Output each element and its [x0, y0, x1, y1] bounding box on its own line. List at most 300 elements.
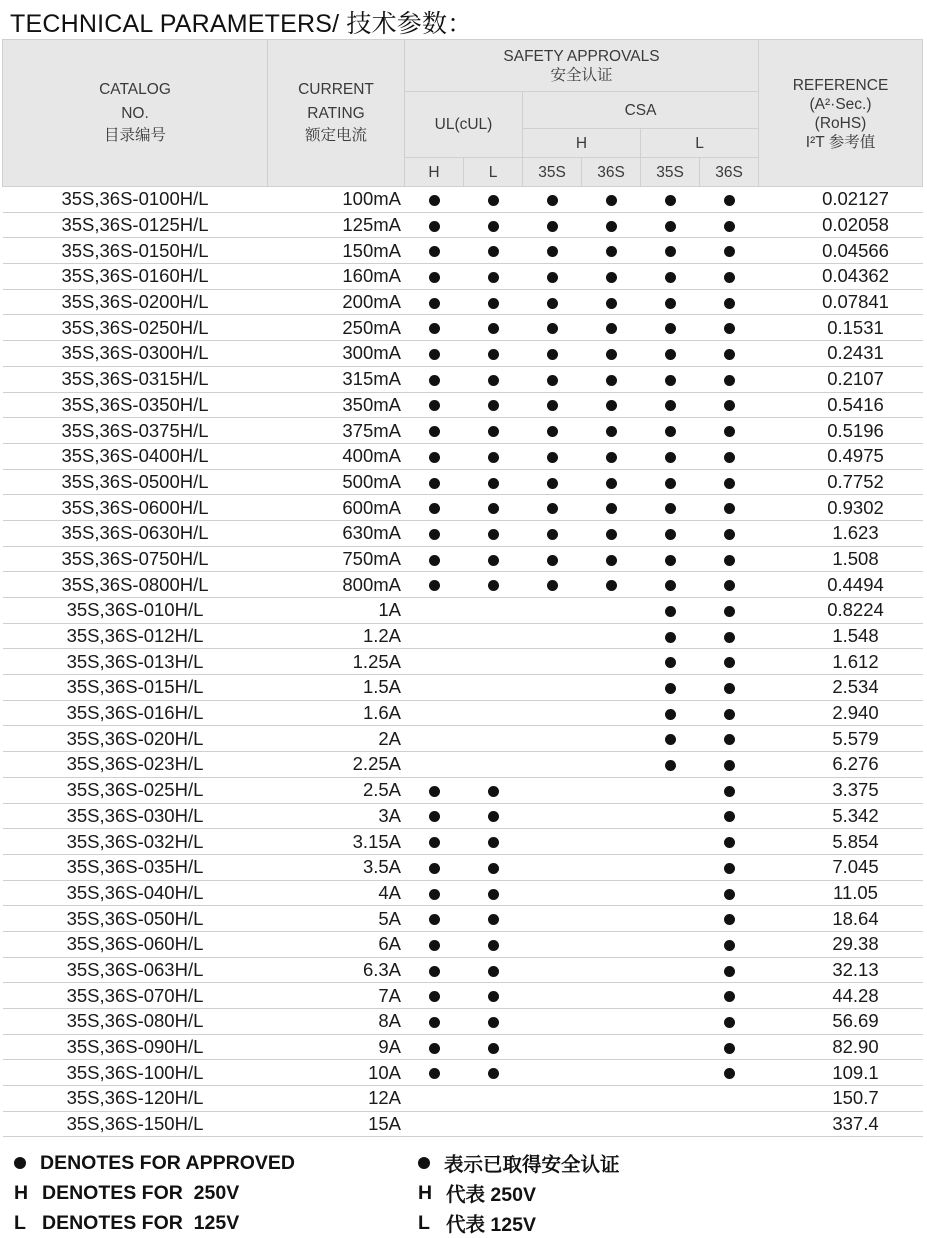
- approval-cell: [641, 238, 700, 264]
- approval-cell: [641, 341, 700, 367]
- approval-cell: [641, 957, 700, 983]
- csa-h-36s-header: 36S: [582, 158, 641, 187]
- current-cell: [268, 418, 405, 444]
- current-cell: [268, 366, 405, 392]
- approval-cell: [582, 341, 641, 367]
- approved-dot-icon: [429, 529, 440, 540]
- catalog-number: 35S,36S-150H/L: [66, 1113, 204, 1135]
- current-rating: 10A: [368, 1061, 401, 1083]
- table-row: [3, 289, 923, 315]
- approval-cell: [582, 752, 641, 778]
- current-rating: 15A: [368, 1113, 401, 1135]
- approved-dot-icon: [665, 195, 676, 206]
- catalog-number: 35S,36S-100H/L: [66, 1061, 204, 1083]
- approval-cell: [700, 546, 759, 572]
- current-cell: [268, 777, 405, 803]
- approved-dot-icon: [724, 580, 735, 591]
- approval-cell: [700, 392, 759, 418]
- approval-cell: [464, 212, 523, 238]
- reference-header: [759, 40, 923, 187]
- approval-cell: [641, 623, 700, 649]
- approval-cell: [700, 906, 759, 932]
- approved-dot-icon: [724, 709, 735, 720]
- approval-cell: [523, 906, 582, 932]
- table-row: [3, 212, 923, 238]
- approval-cell: [405, 803, 464, 829]
- approved-dot-icon: [665, 632, 676, 643]
- current-rating: 150mA: [342, 239, 401, 261]
- approval-cell: [582, 1086, 641, 1112]
- approval-cell: [700, 957, 759, 983]
- current-rating: 300mA: [342, 342, 401, 364]
- reference-value: 56.69: [759, 1009, 923, 1035]
- approval-cell: [405, 752, 464, 778]
- approval-cell: [523, 1060, 582, 1086]
- table-row: [3, 1060, 923, 1086]
- technical-parameters-table: [2, 39, 923, 1137]
- approved-dot-icon: [724, 1068, 735, 1079]
- approval-cell: [405, 880, 464, 906]
- current-cell: [268, 1009, 405, 1035]
- catalog-cell: [3, 1060, 268, 1086]
- approval-cell: [582, 880, 641, 906]
- catalog-cell: [3, 1034, 268, 1060]
- current-cell: [268, 752, 405, 778]
- approved-dot-icon: [429, 272, 440, 283]
- approval-cell: [464, 187, 523, 213]
- approval-cell: [523, 957, 582, 983]
- catalog-cell: [3, 906, 268, 932]
- reference-value: 0.1531: [759, 315, 923, 341]
- current-rating: 6.3A: [362, 958, 401, 980]
- approved-dot-icon: [429, 966, 440, 977]
- catalog-number: 35S,36S-040H/L: [66, 881, 204, 903]
- catalog-cell: [3, 700, 268, 726]
- approval-cell: [523, 392, 582, 418]
- approval-cell: [405, 829, 464, 855]
- reference-value: 0.04362: [759, 264, 923, 290]
- current-cell: [268, 854, 405, 880]
- approved-dot-icon: [547, 555, 558, 566]
- approval-cell: [464, 1111, 523, 1137]
- approval-cell: [464, 623, 523, 649]
- catalog-cell: [3, 392, 268, 418]
- approved-dot-icon: [547, 246, 558, 257]
- approval-cell: [405, 598, 464, 624]
- catalog-cell: [3, 854, 268, 880]
- ul-h-header: H: [405, 158, 464, 187]
- approval-cell: [464, 469, 523, 495]
- approved-dot-icon: [429, 889, 440, 900]
- approval-cell: [523, 598, 582, 624]
- approved-dot-icon: [547, 400, 558, 411]
- approved-dot-icon: [665, 478, 676, 489]
- catalog-cell: [3, 829, 268, 855]
- approved-dot-icon: [724, 195, 735, 206]
- approved-dot-icon: [665, 246, 676, 257]
- approval-cell: [405, 854, 464, 880]
- reference-value: 6.276: [759, 752, 923, 778]
- current-rating: 1.6A: [362, 702, 401, 724]
- reference-value: 18.64: [759, 906, 923, 932]
- catalog-cell: [3, 341, 268, 367]
- legend: [14, 1148, 620, 1238]
- approved-dot-icon: [665, 606, 676, 617]
- approved-dot-icon: [724, 375, 735, 386]
- table-row: [3, 957, 923, 983]
- catalog-number: 35S,36S-032H/L: [66, 830, 204, 852]
- approval-cell: [405, 957, 464, 983]
- approved-dot-icon: [606, 298, 617, 309]
- approval-cell: [641, 1060, 700, 1086]
- approval-cell: [641, 264, 700, 290]
- approved-dot-icon: [547, 426, 558, 437]
- approved-dot-icon: [724, 966, 735, 977]
- approval-cell: [582, 315, 641, 341]
- approved-dot-icon: [429, 375, 440, 386]
- approval-cell: [405, 726, 464, 752]
- approved-dot-icon: [724, 221, 735, 232]
- legend-approved-en: DENOTES FOR APPROVED: [40, 1151, 295, 1174]
- current-rating: 315mA: [342, 368, 401, 390]
- catalog-cell: [3, 1111, 268, 1137]
- approval-cell: [523, 829, 582, 855]
- approval-cell: [700, 1086, 759, 1112]
- approved-dot-icon: [665, 529, 676, 540]
- approval-cell: [523, 315, 582, 341]
- current-rating: 750mA: [342, 547, 401, 569]
- approval-cell: [523, 777, 582, 803]
- approval-cell: [405, 572, 464, 598]
- approval-cell: [641, 366, 700, 392]
- catalog-number: 35S,36S-025H/L: [66, 779, 204, 801]
- reference-value: 44.28: [759, 983, 923, 1009]
- approved-dot-icon: [724, 606, 735, 617]
- approved-dot-icon: [429, 1043, 440, 1054]
- approved-dot-icon: [547, 529, 558, 540]
- approval-cell: [641, 289, 700, 315]
- approval-cell: [405, 1060, 464, 1086]
- table-row: [3, 803, 923, 829]
- table-row: [3, 1086, 923, 1112]
- approved-dot-icon: [724, 400, 735, 411]
- approved-dot-icon: [488, 991, 499, 1002]
- csa-l-header: L: [641, 129, 759, 158]
- catalog-number: 35S,36S-0250H/L: [61, 316, 209, 338]
- catalog-cell: [3, 623, 268, 649]
- approved-dot-icon: [488, 323, 499, 334]
- approval-cell: [641, 880, 700, 906]
- approved-dot-icon: [724, 837, 735, 848]
- safety-approvals-line: SAFETY APPROVALS: [503, 47, 660, 65]
- approved-dot-icon: [606, 349, 617, 360]
- current-cell: [268, 931, 405, 957]
- current-cell: [268, 1111, 405, 1137]
- approval-cell: [405, 469, 464, 495]
- approval-cell: [405, 443, 464, 469]
- approval-cell: [405, 366, 464, 392]
- approval-cell: [523, 1086, 582, 1112]
- approval-cell: [582, 829, 641, 855]
- approval-cell: [405, 315, 464, 341]
- approved-dot-icon: [429, 837, 440, 848]
- table-row: [3, 675, 923, 701]
- approved-dot-icon: [429, 580, 440, 591]
- approved-dot-icon: [488, 1068, 499, 1079]
- approval-cell: [641, 829, 700, 855]
- approval-cell: [700, 572, 759, 598]
- approval-cell: [464, 315, 523, 341]
- approval-cell: [464, 1060, 523, 1086]
- catalog-number: 35S,36S-010H/L: [66, 599, 204, 621]
- current-cell: [268, 392, 405, 418]
- approved-dot-icon: [429, 400, 440, 411]
- approval-cell: [464, 700, 523, 726]
- approval-cell: [700, 700, 759, 726]
- approval-cell: [523, 880, 582, 906]
- approval-cell: [523, 520, 582, 546]
- approved-dot-icon: [429, 1068, 440, 1079]
- approval-cell: [641, 212, 700, 238]
- legend-h-en: DENOTES FOR 250V: [42, 1181, 240, 1204]
- approval-cell: [464, 341, 523, 367]
- approved-dot-icon: [606, 478, 617, 489]
- approval-cell: [405, 341, 464, 367]
- current-rating: 100mA: [342, 188, 401, 210]
- catalog-cell: [3, 1086, 268, 1112]
- approved-dot-icon: [665, 555, 676, 566]
- catalog-number: 35S,36S-015H/L: [66, 676, 204, 698]
- reference-value: 5.342: [759, 803, 923, 829]
- approval-cell: [641, 495, 700, 521]
- current-cell: [268, 315, 405, 341]
- reference-value: 0.7752: [759, 469, 923, 495]
- approved-dot-icon: [429, 195, 440, 206]
- current-rating: 160mA: [342, 265, 401, 287]
- approved-dot-icon: [665, 503, 676, 514]
- approval-cell: [405, 212, 464, 238]
- approved-dot-icon: [606, 195, 617, 206]
- approval-cell: [523, 264, 582, 290]
- catalog-cell: [3, 469, 268, 495]
- catalog-cell: [3, 289, 268, 315]
- catalog-cell: [3, 418, 268, 444]
- approval-cell: [700, 1034, 759, 1060]
- approval-cell: [641, 700, 700, 726]
- approved-dot-icon: [429, 914, 440, 925]
- catalog-number: 35S,36S-030H/L: [66, 804, 204, 826]
- reference-value: 2.534: [759, 675, 923, 701]
- approved-dot-icon: [488, 837, 499, 848]
- approval-cell: [641, 315, 700, 341]
- approval-cell: [700, 675, 759, 701]
- catalog-number: 35S,36S-035H/L: [66, 856, 204, 878]
- legend-approved-cn: 表示已取得安全认证: [444, 1154, 620, 1176]
- approved-dot-icon: [429, 811, 440, 822]
- current-header-line: 额定电流: [304, 127, 367, 144]
- approved-dot-icon: [665, 349, 676, 360]
- reference-value: 7.045: [759, 854, 923, 880]
- approval-cell: [700, 187, 759, 213]
- approved-dot-icon: [724, 760, 735, 771]
- approved-dot-icon: [724, 863, 735, 874]
- current-rating: 3A: [378, 804, 401, 826]
- approval-cell: [700, 649, 759, 675]
- approval-cell: [582, 906, 641, 932]
- current-cell: [268, 1034, 405, 1060]
- approval-cell: [464, 675, 523, 701]
- current-cell: [268, 546, 405, 572]
- table-row: [3, 315, 923, 341]
- approval-cell: [582, 1060, 641, 1086]
- approved-dot-icon: [665, 709, 676, 720]
- approved-dot-icon: [724, 632, 735, 643]
- reference-value: 0.9302: [759, 495, 923, 521]
- catalog-number: 35S,36S-080H/L: [66, 1010, 204, 1032]
- approval-cell: [464, 520, 523, 546]
- approval-cell: [700, 418, 759, 444]
- approved-dot-icon: [724, 914, 735, 925]
- current-cell: [268, 700, 405, 726]
- catalog-number: 35S,36S-090H/L: [66, 1036, 204, 1058]
- approved-dot-icon: [724, 555, 735, 566]
- current-rating: 1.2A: [362, 625, 401, 647]
- approval-cell: [523, 700, 582, 726]
- approved-dot-icon: [547, 478, 558, 489]
- table-row: [3, 906, 923, 932]
- approved-dot-icon: [488, 580, 499, 591]
- approval-cell: [700, 931, 759, 957]
- current-rating: 350mA: [342, 393, 401, 415]
- approval-cell: [405, 187, 464, 213]
- approval-cell: [464, 495, 523, 521]
- approved-dot-icon: [724, 246, 735, 257]
- approval-cell: [523, 289, 582, 315]
- catalog-cell: [3, 777, 268, 803]
- approved-dot-icon: [724, 991, 735, 1002]
- approval-cell: [523, 1111, 582, 1137]
- reference-value: 1.548: [759, 623, 923, 649]
- approval-cell: [523, 341, 582, 367]
- approval-cell: [523, 572, 582, 598]
- approval-cell: [523, 983, 582, 1009]
- approval-cell: [700, 777, 759, 803]
- current-rating: 250mA: [342, 316, 401, 338]
- approval-cell: [700, 1111, 759, 1137]
- approved-dot-icon: [429, 298, 440, 309]
- approval-cell: [523, 1034, 582, 1060]
- approved-dot-icon: [606, 555, 617, 566]
- ul-header: UL(cUL): [405, 92, 523, 158]
- current-cell: [268, 983, 405, 1009]
- approval-cell: [700, 623, 759, 649]
- csa-h-header: H: [523, 129, 641, 158]
- approval-cell: [582, 366, 641, 392]
- legend-l-cn: 代表 125V: [446, 1214, 536, 1236]
- approved-dot-icon: [724, 349, 735, 360]
- approval-cell: [405, 495, 464, 521]
- approved-dot-icon: [665, 272, 676, 283]
- csa-header: CSA: [523, 92, 759, 129]
- approval-cell: [464, 803, 523, 829]
- approved-dot-icon: [606, 221, 617, 232]
- approval-cell: [582, 469, 641, 495]
- approved-dot-icon: [547, 503, 558, 514]
- approval-cell: [700, 341, 759, 367]
- approved-dot-icon: [724, 529, 735, 540]
- catalog-number: 35S,36S-0750H/L: [61, 547, 209, 569]
- catalog-cell: [3, 315, 268, 341]
- table-row: [3, 469, 923, 495]
- reference-value: 2.940: [759, 700, 923, 726]
- approved-dot-icon: [488, 452, 499, 463]
- reference-value: 1.623: [759, 520, 923, 546]
- reference-value: 0.4494: [759, 572, 923, 598]
- approval-cell: [405, 418, 464, 444]
- approved-dot-icon: [547, 221, 558, 232]
- table-row: [3, 1111, 923, 1137]
- table-row: [3, 495, 923, 521]
- approval-cell: [582, 443, 641, 469]
- current-cell: [268, 495, 405, 521]
- current-cell: [268, 623, 405, 649]
- approval-cell: [405, 1111, 464, 1137]
- current-cell: [268, 572, 405, 598]
- current-cell: [268, 598, 405, 624]
- approved-dot-icon: [665, 400, 676, 411]
- approval-cell: [523, 623, 582, 649]
- reference-value: 0.2431: [759, 341, 923, 367]
- approved-dot-icon: [606, 529, 617, 540]
- catalog-number: 35S,36S-060H/L: [66, 933, 204, 955]
- approved-dot-icon: [488, 811, 499, 822]
- approval-cell: [700, 315, 759, 341]
- current-cell: [268, 803, 405, 829]
- table-row: [3, 520, 923, 546]
- catalog-number: 35S,36S-0375H/L: [61, 419, 209, 441]
- approved-dot-icon: [724, 683, 735, 694]
- approval-cell: [641, 187, 700, 213]
- approval-cell: [700, 443, 759, 469]
- approved-dot-icon: [724, 889, 735, 900]
- current-rating: 800mA: [342, 573, 401, 595]
- catalog-cell: [3, 187, 268, 213]
- current-cell: [268, 341, 405, 367]
- catalog-cell: [3, 443, 268, 469]
- approved-dot-icon: [488, 426, 499, 437]
- page-title: TECHNICAL PARAMETERS/ 技术参数：: [10, 10, 473, 38]
- approval-cell: [464, 752, 523, 778]
- catalog-cell: [3, 931, 268, 957]
- legend-l: [14, 1208, 620, 1238]
- approval-cell: [582, 777, 641, 803]
- approval-cell: [523, 469, 582, 495]
- catalog-header-line: CATALOG: [99, 81, 171, 98]
- table-row: [3, 392, 923, 418]
- reference-value: 11.05: [759, 880, 923, 906]
- approved-dot-icon: [665, 323, 676, 334]
- catalog-cell: [3, 495, 268, 521]
- approval-cell: [464, 238, 523, 264]
- approval-cell: [641, 392, 700, 418]
- approval-cell: [700, 1009, 759, 1035]
- catalog-cell: [3, 238, 268, 264]
- approval-cell: [464, 649, 523, 675]
- approved-dot-icon: [606, 452, 617, 463]
- current-rating: 1A: [378, 599, 401, 621]
- current-rating: 6A: [378, 933, 401, 955]
- approval-cell: [523, 803, 582, 829]
